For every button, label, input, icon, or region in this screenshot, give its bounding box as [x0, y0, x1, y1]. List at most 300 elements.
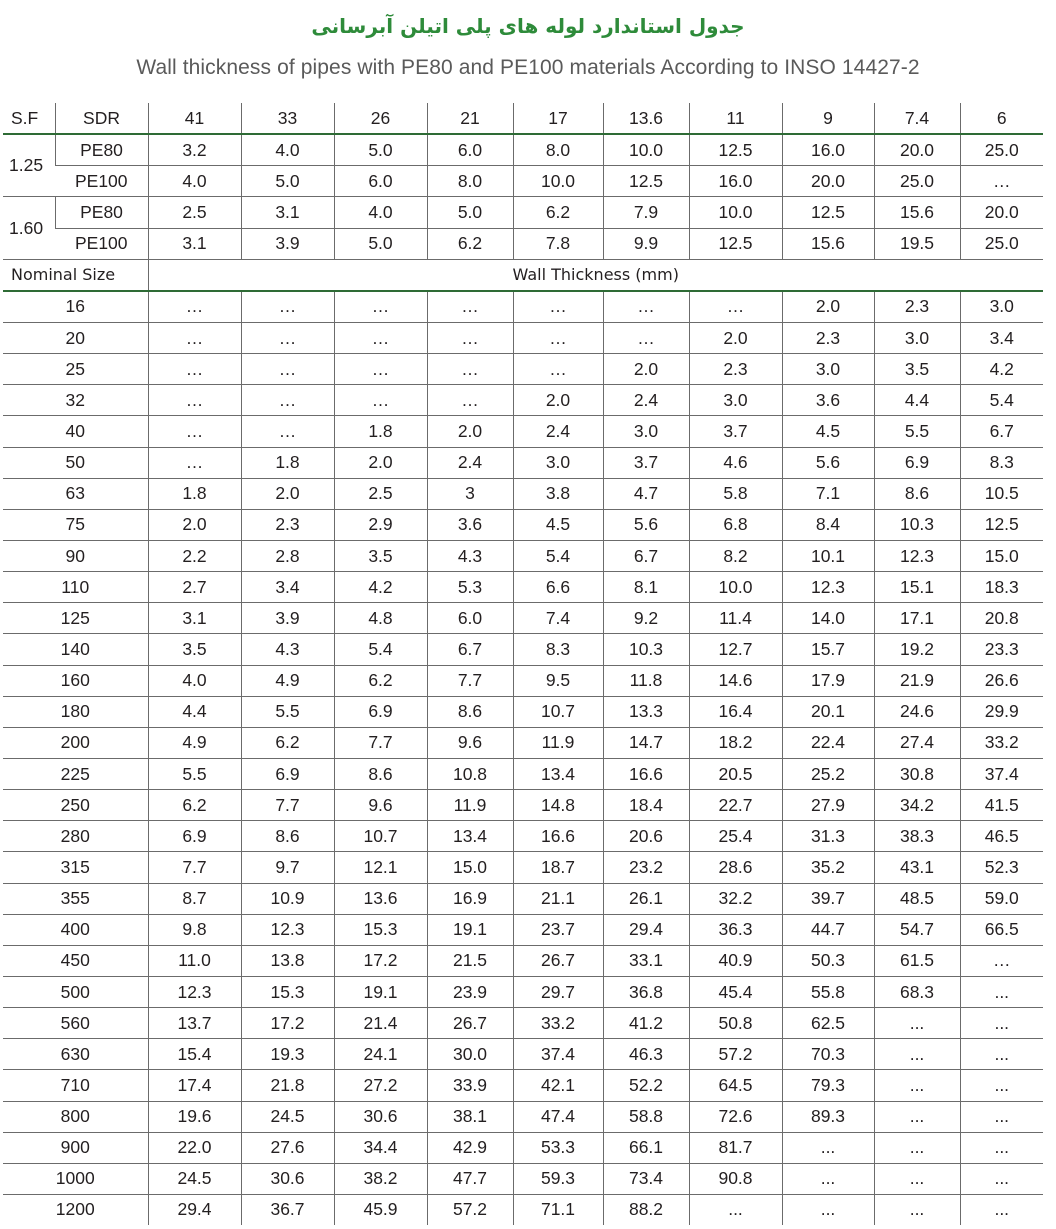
thickness-value: 4.5 [513, 509, 603, 540]
pressure-value: 20.0 [782, 166, 874, 197]
thickness-value: … [148, 447, 241, 478]
thickness-value: 70.3 [782, 1039, 874, 1070]
thickness-value: 24.5 [148, 1163, 241, 1194]
pressure-value: 2.5 [148, 197, 241, 228]
nominal-size: 800 [3, 1101, 148, 1132]
thickness-value: ... [874, 1194, 960, 1225]
thickness-value: 37.4 [513, 1039, 603, 1070]
thickness-value: 90.8 [689, 1163, 782, 1194]
sdr-header-row [3, 103, 1043, 134]
sdr-value: 6 [960, 103, 1043, 134]
thickness-value: 4.8 [334, 603, 427, 634]
table-row [3, 603, 1043, 634]
pressure-value: 15.6 [782, 228, 874, 259]
thickness-value: 29.9 [960, 696, 1043, 727]
english-title: Wall thickness of pipes with PE80 and PE100 materials According to INSO 14427-2 [136, 56, 920, 79]
thickness-value: … [427, 385, 513, 416]
thickness-value: … [603, 322, 689, 353]
nominal-size: 315 [3, 852, 148, 883]
thickness-value: … [334, 385, 427, 416]
material-label: PE80 [55, 134, 148, 166]
thickness-value: 7.7 [241, 790, 334, 821]
thickness-value: 5.5 [241, 696, 334, 727]
nominal-size: 355 [3, 883, 148, 914]
thickness-value: 9.7 [241, 852, 334, 883]
thickness-value: 1.8 [148, 478, 241, 509]
thickness-value: 46.5 [960, 821, 1043, 852]
nominal-size: 1200 [55, 1199, 95, 1220]
thickness-value: 22.4 [782, 727, 874, 758]
thickness-value: ... [874, 1008, 960, 1039]
thickness-value: 3.5 [874, 354, 960, 385]
thickness-value: … [427, 291, 513, 323]
thickness-value: 4.3 [241, 634, 334, 665]
thickness-value: 43.1 [874, 852, 960, 883]
safety-factor: 1.60 [3, 197, 55, 259]
thickness-value: 12.3 [148, 976, 241, 1007]
pressure-value: 12.5 [782, 197, 874, 228]
persian-title: جدول استاندارد لوله های پلی اتیلن آبرسانی [311, 14, 745, 38]
thickness-value: 3.0 [689, 385, 782, 416]
thickness-value: ... [689, 1194, 782, 1225]
thickness-value: 2.0 [782, 291, 874, 323]
thickness-value: ... [960, 1132, 1043, 1163]
thickness-value: 3.0 [782, 354, 874, 385]
thickness-value: 73.4 [603, 1163, 689, 1194]
thickness-value: 4.4 [874, 385, 960, 416]
wall-thickness-header: Wall Thickness (mm) [148, 259, 1043, 291]
thickness-value: 38.2 [334, 1163, 427, 1194]
thickness-value: 6.7 [427, 634, 513, 665]
pressure-value: 6.2 [427, 228, 513, 259]
thickness-value: 8.7 [148, 883, 241, 914]
thickness-value: 6.2 [148, 790, 241, 821]
thickness-value: 37.4 [960, 758, 1043, 789]
pressure-row [3, 166, 1043, 197]
thickness-value: … [148, 354, 241, 385]
safety-factor: 1.25 [3, 134, 55, 197]
thickness-value: 9.6 [334, 790, 427, 821]
thickness-value: 5.4 [334, 634, 427, 665]
thickness-value: 10.5 [960, 478, 1043, 509]
nominal-size-header: Nominal Size [3, 259, 148, 291]
thickness-value: 14.8 [513, 790, 603, 821]
table-row [3, 634, 1043, 665]
thickness-value: 16.6 [513, 821, 603, 852]
pressure-value: 12.5 [689, 228, 782, 259]
thickness-value: 29.4 [603, 914, 689, 945]
thickness-value: 29.4 [148, 1194, 241, 1225]
thickness-value: 1.8 [241, 447, 334, 478]
thickness-value: 13.7 [148, 1008, 241, 1039]
thickness-value: 4.9 [241, 665, 334, 696]
nominal-size: 250 [3, 790, 148, 821]
thickness-value: 38.1 [427, 1101, 513, 1132]
sdr-value: 9 [782, 103, 874, 134]
thickness-value: 2.3 [782, 322, 874, 353]
thickness-value: 36.3 [689, 914, 782, 945]
thickness-value: 6.9 [334, 696, 427, 727]
thickness-value: 8.1 [603, 572, 689, 603]
thickness-value: 39.7 [782, 883, 874, 914]
thickness-value: 17.2 [334, 945, 427, 976]
pressure-value: 20.0 [960, 197, 1043, 228]
thickness-value: 2.8 [241, 540, 334, 571]
table-row [3, 1194, 1043, 1225]
thickness-value: 14.0 [782, 603, 874, 634]
thickness-value: 38.3 [874, 821, 960, 852]
thickness-value: 10.3 [603, 634, 689, 665]
thickness-value: 10.0 [689, 572, 782, 603]
thickness-value: 14.7 [603, 727, 689, 758]
pressure-value: 9.9 [603, 228, 689, 259]
thickness-value: 22.7 [689, 790, 782, 821]
pressure-value: 16.0 [689, 166, 782, 197]
sdr-value: 7.4 [874, 103, 960, 134]
thickness-value: ... [960, 1194, 1043, 1225]
thickness-value: 17.2 [241, 1008, 334, 1039]
thickness-value: … [241, 354, 334, 385]
thickness-value: 23.3 [960, 634, 1043, 665]
thickness-value: 11.9 [513, 727, 603, 758]
thickness-value: 23.7 [513, 914, 603, 945]
thickness-value: 54.7 [874, 914, 960, 945]
thickness-value: 81.7 [689, 1132, 782, 1163]
thickness-value: ... [782, 1194, 874, 1225]
thickness-value: 8.6 [427, 696, 513, 727]
pressure-row [3, 134, 1043, 166]
thickness-value: 59.3 [513, 1163, 603, 1194]
pressure-value: 3.1 [148, 228, 241, 259]
nominal-size: 280 [3, 821, 148, 852]
thickness-value: 52.3 [960, 852, 1043, 883]
pressure-value: 3.9 [241, 228, 334, 259]
thickness-value: 2.0 [603, 354, 689, 385]
thickness-value: 4.2 [334, 572, 427, 603]
thickness-value: 46.3 [603, 1039, 689, 1070]
thickness-value: 12.1 [334, 852, 427, 883]
table-row [3, 665, 1043, 696]
thickness-value: 26.1 [603, 883, 689, 914]
table-row [3, 790, 1043, 821]
thickness-value: 13.4 [427, 821, 513, 852]
thickness-value: 13.6 [334, 883, 427, 914]
pressure-value: 3.1 [241, 197, 334, 228]
thickness-value: 2.4 [427, 447, 513, 478]
thickness-value: 40.9 [689, 945, 782, 976]
nominal-size: 20 [3, 322, 148, 353]
pressure-value: 5.0 [334, 228, 427, 259]
thickness-value: 6.9 [148, 821, 241, 852]
thickness-value: 42.1 [513, 1070, 603, 1101]
table-row [3, 883, 1043, 914]
sdr-value: 41 [148, 103, 241, 134]
thickness-value: 8.3 [960, 447, 1043, 478]
thickness-value: 20.8 [960, 603, 1043, 634]
thickness-value: 68.3 [874, 976, 960, 1007]
thickness-value: 2.9 [334, 509, 427, 540]
table-row [3, 945, 1043, 976]
table-row [3, 447, 1043, 478]
thickness-value: … [334, 322, 427, 353]
thickness-value: … [241, 416, 334, 447]
thickness-value: 3.6 [427, 509, 513, 540]
thickness-value: 2.4 [513, 416, 603, 447]
table-row [3, 385, 1043, 416]
thickness-value: 33.1 [603, 945, 689, 976]
thickness-value: … [513, 354, 603, 385]
pressure-value: 4.0 [148, 166, 241, 197]
thickness-value: 5.5 [874, 416, 960, 447]
thickness-value: ... [960, 1039, 1043, 1070]
thickness-value: 15.7 [782, 634, 874, 665]
thickness-value: 50.8 [689, 1008, 782, 1039]
table-row [3, 478, 1043, 509]
thickness-value: 8.6 [334, 758, 427, 789]
thickness-value: 6.9 [241, 758, 334, 789]
thickness-value: 4.5 [782, 416, 874, 447]
thickness-value: 33.9 [427, 1070, 513, 1101]
thickness-value: 21.1 [513, 883, 603, 914]
pressure-value: 6.0 [427, 134, 513, 166]
thickness-value: ... [960, 976, 1043, 1007]
thickness-value: 18.3 [960, 572, 1043, 603]
pressure-value: 8.0 [427, 166, 513, 197]
thickness-value: 3.5 [334, 540, 427, 571]
nominal-size: 110 [3, 572, 148, 603]
thickness-value: 3.4 [960, 322, 1043, 353]
thickness-value: 3.0 [874, 322, 960, 353]
nominal-size: 25 [3, 354, 148, 385]
thickness-value: ... [874, 1039, 960, 1070]
thickness-value: 9.8 [148, 914, 241, 945]
thickness-value: 2.0 [513, 385, 603, 416]
thickness-value: 9.2 [603, 603, 689, 634]
pressure-value: 12.5 [689, 134, 782, 166]
thickness-value: 8.3 [513, 634, 603, 665]
thickness-value: 15.1 [874, 572, 960, 603]
thickness-value: … [334, 354, 427, 385]
table-row [3, 572, 1043, 603]
thickness-value: 48.5 [874, 883, 960, 914]
thickness-value: 7.4 [513, 603, 603, 634]
sdr-header: SDR [55, 103, 148, 134]
table-row [3, 976, 1043, 1007]
thickness-value: … [334, 291, 427, 323]
thickness-value: … [689, 291, 782, 323]
pressure-value: 10.0 [603, 134, 689, 166]
thickness-value: 27.2 [334, 1070, 427, 1101]
thickness-value: 2.0 [148, 509, 241, 540]
pressure-value: 6.0 [334, 166, 427, 197]
thickness-value: 12.3 [782, 572, 874, 603]
thickness-value: 64.5 [689, 1070, 782, 1101]
thickness-value: 20.5 [689, 758, 782, 789]
thickness-value: 53.3 [513, 1132, 603, 1163]
sdr-value: 26 [334, 103, 427, 134]
thickness-value: 2.7 [148, 572, 241, 603]
thickness-value: 12.3 [874, 540, 960, 571]
thickness-value: 31.3 [782, 821, 874, 852]
thickness-value: 10.9 [241, 883, 334, 914]
table-row [3, 322, 1043, 353]
table-row [3, 291, 1043, 323]
thickness-value: … [148, 322, 241, 353]
pressure-value: 5.0 [241, 166, 334, 197]
table-row [3, 852, 1043, 883]
material-label: PE100 [55, 166, 148, 197]
pressure-value: 20.0 [874, 134, 960, 166]
thickness-value: ... [960, 1008, 1043, 1039]
thickness-value: 58.8 [603, 1101, 689, 1132]
thickness-value: 7.1 [782, 478, 874, 509]
thickness-value: 21.5 [427, 945, 513, 976]
thickness-value: 36.8 [603, 976, 689, 1007]
nominal-size: 125 [3, 603, 148, 634]
pressure-value: 5.0 [334, 134, 427, 166]
thickness-value: 22.0 [148, 1132, 241, 1163]
thickness-value: 2.0 [427, 416, 513, 447]
pressure-row [3, 228, 1043, 259]
thickness-value: 2.3 [874, 291, 960, 323]
wall-thickness-table [3, 103, 1043, 1225]
table-row [3, 1101, 1043, 1132]
thickness-value: 41.5 [960, 790, 1043, 821]
thickness-value: … [148, 385, 241, 416]
thickness-value: 5.4 [960, 385, 1043, 416]
thickness-value: 41.2 [603, 1008, 689, 1039]
thickness-value: 2.4 [603, 385, 689, 416]
thickness-value: 28.6 [689, 852, 782, 883]
thickness-value: 6.0 [427, 603, 513, 634]
thickness-value: 66.1 [603, 1132, 689, 1163]
thickness-value: 6.8 [689, 509, 782, 540]
table-row [3, 1132, 1043, 1163]
thickness-value: 20.6 [603, 821, 689, 852]
thickness-value: 15.0 [427, 852, 513, 883]
thickness-value: 2.5 [334, 478, 427, 509]
thickness-value: 71.1 [513, 1194, 603, 1225]
thickness-value: 18.4 [603, 790, 689, 821]
thickness-value: 6.9 [874, 447, 960, 478]
thickness-value: 25.4 [689, 821, 782, 852]
thickness-value: ... [874, 1101, 960, 1132]
thickness-value: … [427, 322, 513, 353]
pressure-value: 8.0 [513, 134, 603, 166]
thickness-value: 72.6 [689, 1101, 782, 1132]
thickness-value: 6.2 [241, 727, 334, 758]
thickness-value: 7.7 [334, 727, 427, 758]
thickness-value: 21.8 [241, 1070, 334, 1101]
nominal-size: 1000 [3, 1163, 148, 1194]
table-row [3, 758, 1043, 789]
thickness-value: 18.2 [689, 727, 782, 758]
thickness-value: 33.2 [960, 727, 1043, 758]
thickness-value: … [427, 354, 513, 385]
thickness-value: 42.9 [427, 1132, 513, 1163]
nominal-size: 40 [3, 416, 148, 447]
thickness-value: 23.2 [603, 852, 689, 883]
thickness-value: … [603, 291, 689, 323]
thickness-value: ... [782, 1132, 874, 1163]
nominal-size: 400 [3, 914, 148, 945]
pressure-value: 4.0 [334, 197, 427, 228]
thickness-value: 5.6 [603, 509, 689, 540]
thickness-value: 4.3 [427, 540, 513, 571]
table-row [3, 696, 1043, 727]
nominal-size: 75 [3, 509, 148, 540]
thickness-value: 34.2 [874, 790, 960, 821]
material-label: PE100 [74, 233, 128, 254]
thickness-value: 57.2 [689, 1039, 782, 1070]
nominal-size: 180 [3, 696, 148, 727]
pressure-row [3, 197, 1043, 228]
thickness-value: 19.1 [334, 976, 427, 1007]
thickness-value: 10.8 [427, 758, 513, 789]
table-row [3, 821, 1043, 852]
thickness-value: 3.7 [603, 447, 689, 478]
thickness-value: 6.7 [960, 416, 1043, 447]
thickness-value: 12.5 [960, 509, 1043, 540]
thickness-value: ... [960, 1070, 1043, 1101]
thickness-value: 3.8 [513, 478, 603, 509]
nominal-size: 160 [3, 665, 148, 696]
thickness-value: 34.4 [334, 1132, 427, 1163]
sf-header: S.F [3, 103, 55, 134]
thickness-value: … [241, 322, 334, 353]
thickness-value: 6.7 [603, 540, 689, 571]
thickness-value: ... [874, 1070, 960, 1101]
thickness-value: ... [782, 1163, 874, 1194]
thickness-value: 10.7 [334, 821, 427, 852]
thickness-value: 3 [427, 478, 513, 509]
material-label: PE80 [55, 197, 148, 228]
thickness-value: 25.2 [782, 758, 874, 789]
nominal-size: 900 [3, 1132, 148, 1163]
thickness-value: 17.4 [148, 1070, 241, 1101]
nominal-size: 32 [3, 385, 148, 416]
thickness-value: … [513, 322, 603, 353]
thickness-value: 3.5 [148, 634, 241, 665]
table-row [3, 1070, 1043, 1101]
thickness-value: 15.3 [334, 914, 427, 945]
thickness-value: 13.3 [603, 696, 689, 727]
thickness-value: 35.2 [782, 852, 874, 883]
table-row [3, 1008, 1043, 1039]
pressure-value: 10.0 [689, 197, 782, 228]
thickness-value: 3.9 [241, 603, 334, 634]
thickness-value: 5.3 [427, 572, 513, 603]
thickness-value: 19.6 [148, 1101, 241, 1132]
thickness-value: ... [960, 1101, 1043, 1132]
thickness-value: 3.4 [241, 572, 334, 603]
thickness-value: 15.3 [241, 976, 334, 1007]
wall-header-row [3, 259, 1043, 291]
thickness-value: 50.3 [782, 945, 874, 976]
thickness-value: 88.2 [603, 1194, 689, 1225]
table-row [3, 354, 1043, 385]
thickness-value: 26.7 [427, 1008, 513, 1039]
thickness-value: 23.9 [427, 976, 513, 1007]
thickness-value: 4.7 [603, 478, 689, 509]
thickness-value: 24.1 [334, 1039, 427, 1070]
pressure-value: … [960, 166, 1043, 197]
thickness-value: 89.3 [782, 1101, 874, 1132]
thickness-value: 45.9 [334, 1194, 427, 1225]
thickness-value: 3.7 [689, 416, 782, 447]
thickness-value: 14.6 [689, 665, 782, 696]
thickness-value: 4.4 [148, 696, 241, 727]
